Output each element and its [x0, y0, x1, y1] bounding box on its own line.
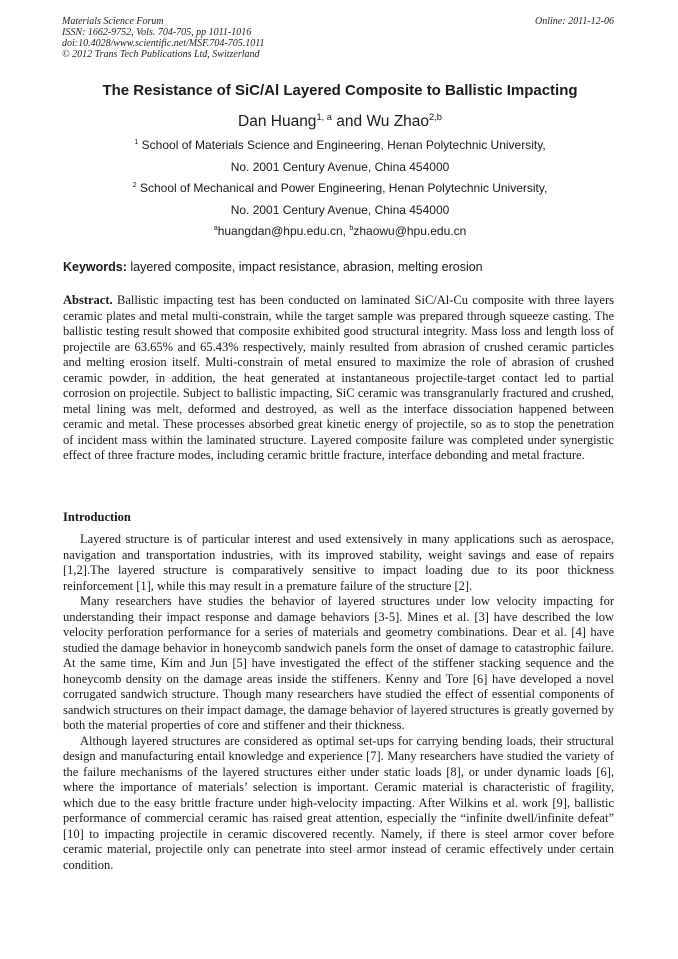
introduction-body — [63, 532, 614, 873]
email-line — [40, 224, 640, 238]
journal-name: Materials Science Forum — [62, 16, 164, 27]
affiliation-text: School of Mechanical and Power Engineering, Henan Polytechnic University, — [136, 181, 548, 195]
affiliation-2-line-1 — [40, 181, 640, 195]
doi-line: doi:10.4028/www.scientific.net/MSF.704-705.1011 — [62, 38, 265, 49]
journal-header — [62, 16, 265, 60]
paragraph: Many researchers have studies the behavior of layered structures under low velocity impacting for understanding their impact response and damage behaviors [3-5]. Mines et al. [3] have described the low velocity perforation performance for a series of materials and geometry combinations. Dear et al. [4] have studied the damage behavior in honeycomb sandwich panels form the onset of damage to catastrophic failure. At the same time, Kim and Jun [5] have investigated the effect of the stiffener stacking sequence and the honeycomb density on the damage areas inside the stiffeners. Kenny and Tore [6] have developed a novel corrugated sandwich structure. Though many researchers have studied the effect of essential components of sandwich structures on their impact damage, the damage behavior of layered structures is greatly governed by both the material properties of core and stiffener and their thickness. — [63, 594, 614, 732]
copyright-line: © 2012 Trans Tech Publications Ltd, Switzerland — [62, 49, 260, 60]
email-superscript: b — [349, 223, 354, 232]
affiliation-2-line-2: No. 2001 Century Avenue, China 454000 — [230, 203, 450, 217]
paragraph: Layered structure is of particular interest and used extensively in many applications such as aerospace, navigation and transportation industries, with its improved stability, weight savings and ease of repairs [1,2].The layered structure is comparatively sensitive to impact loading due to its poor thickness reinforcement [1], while this may result in a premature failure of the structure [2]. — [63, 532, 614, 593]
email-address-link[interactable]: zhaowu@hpu.edu.cn — [353, 224, 467, 238]
author-superscript: 2,b — [429, 111, 442, 122]
author-name: Wu Zhao — [366, 113, 430, 130]
email-superscript: a — [213, 223, 218, 232]
paragraph: Although layered structures are considered as optimal set-ups for carrying bending loads, their structural design and manufacturing entail knowledge and experience [7]. Many researchers have studied the variety of the failure mechanisms of the layered structures either under static loads [8], or under dynamic loads [6], where the importance of materials’ selection is important. Ceramic material is characteristic of fragility, which due to the easy brittle fracture under high-velocity impacting. After Wilkins et al. work [9], ballistic performance of commercial ceramic has raised great attention, especially the “infinite dwell/infinite defeat” [10] to impacting projectile in ceramic discovered recently. Namely, if there is steel armor cover before ceramic material, projectile only can penetrate into steel armor instead of ceramic effectively under certain condition. — [63, 733, 614, 872]
issn-line: ISSN: 1662-9752, Vols. 704-705, pp 1011-1016 — [62, 27, 252, 38]
online-date: Online: 2011-12-06 — [535, 16, 614, 27]
author-name: Dan Huang — [238, 113, 317, 130]
abstract-label: Abstract. — [63, 293, 113, 307]
abstract — [63, 293, 614, 464]
keywords-text: layered composite, impact resistance, abrasion, melting erosion — [126, 260, 483, 274]
email-address-link[interactable]: huangdan@hpu.edu.cn — [217, 224, 343, 238]
keywords-label: Keywords: — [63, 260, 127, 274]
affiliation-1-line-1 — [40, 138, 640, 152]
abstract-text: Ballistic impacting test has been conducted on laminated SiC/Al-Cu composite with three layers ceramic plates and metal multi-constrain, while the target sample was prepared through squeeze casting. The ballistic testing result showed that composite exhibited good structural integrity. Mass loss and length loss of projectile are 63.65% and 65.43% respectively, mainly resulted from abrasion of crushed ceramic particles and melting erosion itself. Multi-constrain of metal ensured to maximize the role of abrasion of crushed ceramic powder, in addition, the heat generated at instantaneous projectile-target contact led to partial corrosion on projectile. Subject to ballistic impacting, SiC ceramic was transgranularly fractured and crushed, metal lining was melt, deformed and destroyed, as well as the interface dissociation happened between ceramic and metal. These processes absorbed great kinetic energy of projectile, so as to stop the penetration of incident mass within the laminated structure. Layered composite failure was completed under synergistic effect of three fracture modes, including ceramic brittle fracture, interface debonding and metal fracture. — [63, 293, 614, 462]
affiliation-text: School of Materials Science and Engineering, Henan Polytechnic University, — [138, 138, 546, 152]
email-separator: , — [342, 224, 350, 238]
section-heading: Introduction — [63, 510, 131, 524]
affiliation-superscript: 2 — [132, 180, 137, 189]
author-line — [40, 113, 640, 131]
author-conjunction: and — [331, 113, 367, 130]
paper-title: The Resistance of SiC/Al Layered Composite to Ballistic Impacting — [102, 82, 578, 99]
affiliation-superscript: 1 — [134, 137, 139, 146]
author-superscript: 1, a — [316, 111, 332, 122]
affiliation-1-line-2: No. 2001 Century Avenue, China 454000 — [230, 160, 450, 174]
keywords — [63, 260, 483, 274]
